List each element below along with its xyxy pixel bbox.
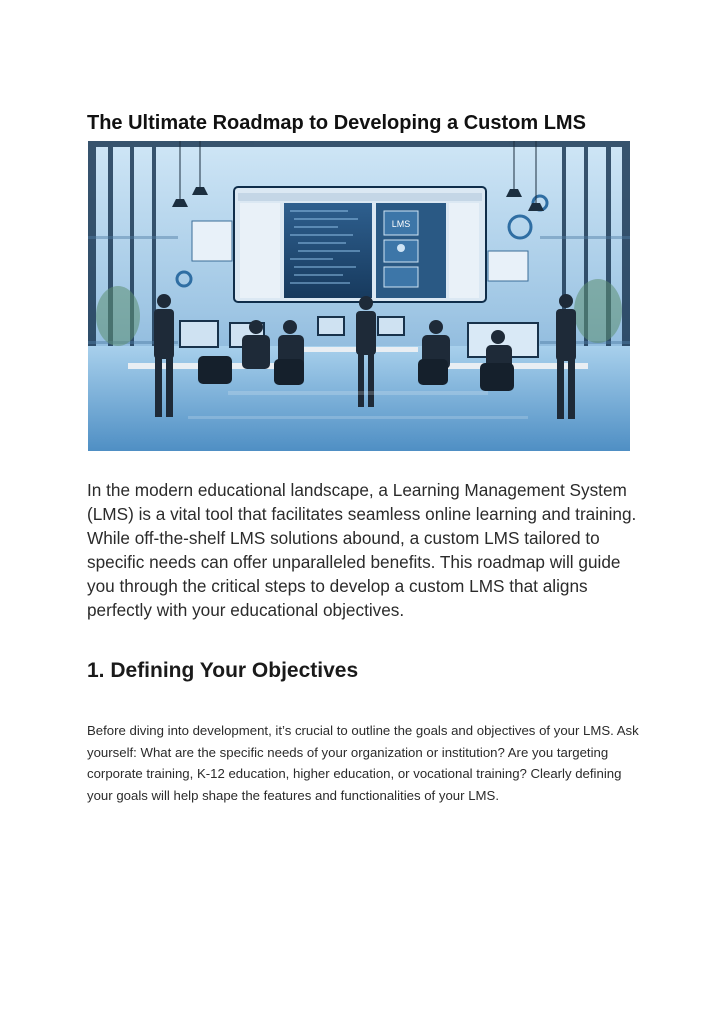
section-heading: 1. Defining Your Objectives	[87, 659, 359, 682]
section-body: Before diving into development, it’s crucial to outline the goals and objectives of your LMS. Ask yourself: What are the specific needs of your organization or institution? Are you targeting corporate training, K-12 education, higher education, or vocational training? Clearly defining your goals will help shape the features and functionalities of your LMS.	[87, 723, 639, 803]
intro-paragraph: In the modern educational landscape, a Learning Management System (LMS) is a vital tool that facilitates seamless online learning and training. While off-the-shelf LMS solutions abound, a custom LMS tailored to specific needs can offer unparalleled benefits. This roadmap will guide you through the critical steps to develop a custom LMS that aligns perfectly with your educational objectives.	[87, 480, 637, 620]
hero-illustration	[88, 141, 630, 451]
page-title: The Ultimate Roadmap to Developing a Custom LMS	[87, 112, 586, 134]
screen-lms-label: LMS	[391, 219, 411, 229]
